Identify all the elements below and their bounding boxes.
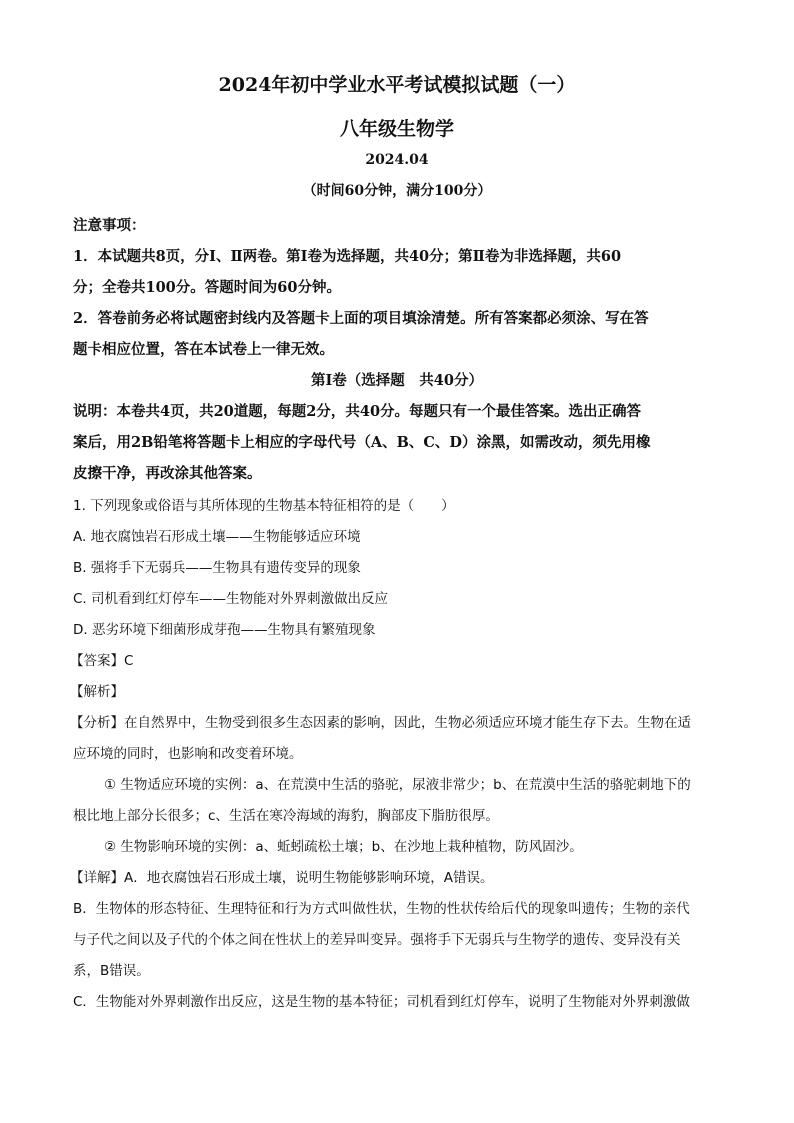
question-1-option-d: D. 恶劣环境下细菌形成芽孢——生物具有繁殖现象	[73, 622, 376, 638]
question-1-option-c: C. 司机看到红灯停车——生物能对外界刺激做出反应	[73, 591, 389, 607]
exam-time-info: （时间60分钟，满分100分）	[302, 183, 492, 199]
exam-title: 2024年初中学业水平考试模拟试题（一）	[218, 74, 576, 96]
answer-row	[70, 649, 133, 669]
section-heading: 第Ⅰ卷（选择题 共40分）	[311, 372, 483, 389]
point-1-line-2: 根比地上部分长很多；c、生活在寒冷海域的海豹，胸部皮下脂肪很厚。	[73, 808, 499, 824]
section-desc-line-2: 案后，用2B铅笔将答题卡上相应的字母代号（A、B、C、D）涂黑，如需改动，须先用橡	[73, 434, 651, 451]
notice-item-1-line-1: 1．本试题共8页，分Ⅰ、Ⅱ两卷。第Ⅰ卷为选择题，共40分；第Ⅱ卷为非选择题，共60	[73, 248, 622, 265]
exam-subtitle: 八年级生物学	[339, 118, 454, 140]
question-1-option-b: B. 强将手下无弱兵——生物具有遗传变异的现象	[73, 560, 361, 576]
exam-date: 2024.04	[365, 152, 429, 168]
detail-a-text: A．地衣腐蚀岩石形成土壤，说明生物能够影响环境，A错误。	[124, 870, 494, 886]
analysis-label: 【解析】	[70, 684, 124, 700]
fenxi-line-2: 应环境的同时，也影响和改变着环境。	[73, 746, 303, 762]
detail-b-line-1: B．生物体的形态特征、生理特征和行为方式叫做性状，生物的性状传给后代的现象叫遗传；生物的亲代	[73, 901, 690, 917]
notice-item-2-line-2: 题卡相应位置，答在本试卷上一律无效。	[73, 341, 334, 358]
section-desc-line-3: 皮擦干净，再改涂其他答案。	[73, 465, 262, 482]
detail-c-line-1: C．生物能对外界刺激作出反应，这是生物的基本特征；司机看到红灯停车，说明了生物能对外界刺激做	[73, 994, 690, 1010]
fenxi-label: 【分析】	[70, 715, 124, 731]
fenxi-line-1	[70, 711, 691, 731]
notice-item-1-line-2: 分；全卷共100分。答题时间为60分钟。	[73, 279, 341, 296]
notice-item-2-line-1: 2．答卷前务必将试题密封线内及答题卡上面的项目填涂清楚。所有答案都必须涂、写在答	[73, 310, 649, 327]
section-desc-line-1: 说明：本卷共4页，共20道题，每题2分，共40分。每题只有一个最佳答案。选出正确答	[73, 403, 642, 420]
detail-b-line-2: 与子代之间以及子代的个体之间在性状上的差异叫变异。强将手下无弱兵与生物学的遗传、变异没有关	[73, 932, 681, 948]
detail-label: 【详解】	[70, 870, 124, 886]
point-2: ② 生物影响环境的实例：a、蚯蚓疏松土壤；b、在沙地上栽种植物，防风固沙。	[104, 839, 583, 855]
answer-label: 【答案】	[70, 653, 124, 669]
notice-heading: 注意事项：	[73, 217, 146, 234]
fenxi-text-1: 在自然界中，生物受到很多生态因素的影响，因此，生物必须适应环境才能生存下去。生物在适	[124, 715, 691, 731]
answer-value: C	[124, 653, 134, 669]
detail-b-line-3: 系，B错误。	[73, 963, 150, 979]
point-1-line-1: ① 生物适应环境的实例：a、在荒漠中生活的骆驼，尿液非常少；b、在荒漠中生活的骆驼刺地下的	[104, 777, 691, 793]
question-1-option-a: A. 地衣腐蚀岩石形成土壤——生物能够适应环境	[73, 529, 361, 545]
detail-line-a	[70, 866, 493, 886]
question-1-stem: 1. 下列现象或俗语与其所体现的生物基本特征相符的是（ ）	[73, 498, 455, 514]
